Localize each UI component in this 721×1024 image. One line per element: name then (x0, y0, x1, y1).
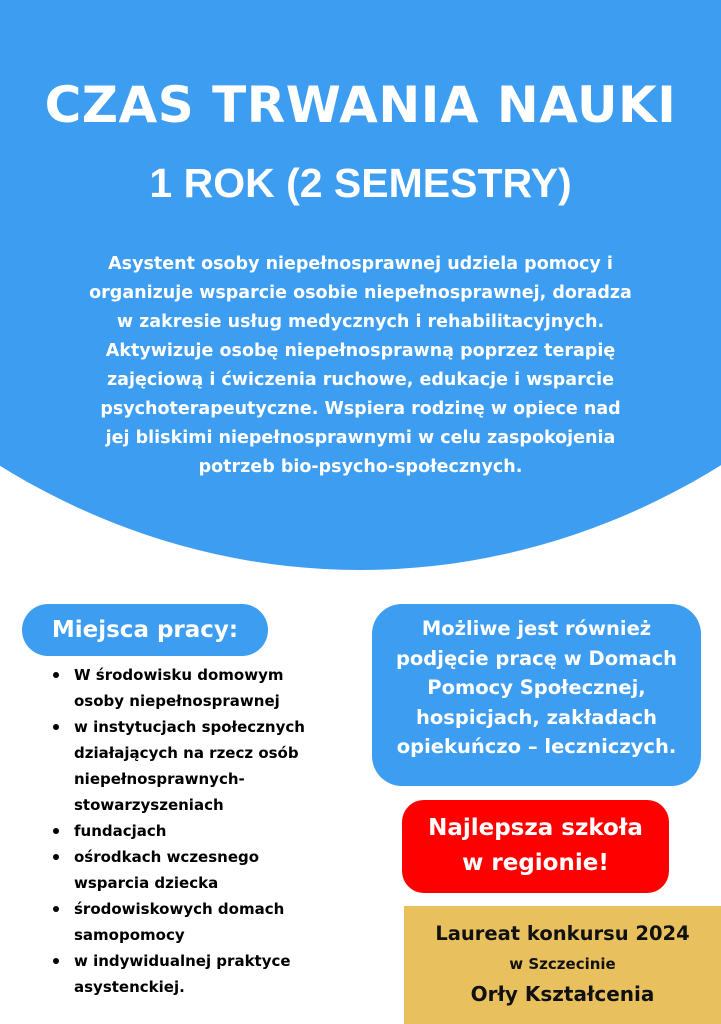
list-item-line: działających na rzecz osób (74, 744, 299, 762)
description-line: psychoterapeutyczne. Wspiera rodzinę w opiece nad (100, 399, 621, 419)
list-item-line: W środowisku domowym (74, 666, 284, 684)
description-line: Aktywizuje osobę niepełnosprawną poprzez terapię (105, 341, 616, 361)
list-item (50, 948, 350, 1000)
description-line: organizuje wsparcie osobie niepełnosprawnej, doradza (89, 283, 632, 303)
list-item-line: asystenckiej. (74, 978, 185, 996)
list-item-line: osoby niepełnosprawnej (74, 692, 280, 710)
laureate-city: w Szczecinie (509, 955, 616, 973)
description-line: zajęciową i ćwiczenia ruchowe, edukacje i wsparcie (107, 370, 614, 390)
also-possible-line: podjęcie pracę w Domach (395, 646, 678, 670)
list-item-line: w indywidualnej praktyce (74, 952, 291, 970)
list-item-line: wsparcia dziecka (74, 874, 219, 892)
duration-subtitle: 1 ROK (2 SEMESTRY) (149, 160, 572, 206)
list-item-line: niepełnosprawnych- (74, 770, 245, 788)
list-item-line: stowarzyszeniach (74, 796, 224, 814)
list-item-line: w instytucjach społecznych (74, 718, 305, 736)
list-item-line: środowiskowych domach (74, 900, 285, 918)
laureate-box (404, 906, 721, 1024)
best-school-line: w regionie! (462, 850, 609, 876)
description-line: jej bliskimi niepełnosprawnymi w celu zaspokojenia (105, 428, 616, 448)
best-school-badge (402, 800, 669, 893)
list-item (50, 818, 350, 844)
also-possible-box (372, 604, 701, 786)
job-description (40, 250, 681, 482)
also-possible-line: hospicjach, zakładach (416, 705, 657, 729)
list-item-line: fundacjach (74, 822, 167, 840)
list-item (50, 896, 350, 948)
list-item (50, 662, 350, 714)
list-item (50, 714, 350, 818)
best-school-line: Najlepsza szkoła (428, 815, 643, 841)
description-line: w zakresie usług medycznych i rehabilitacyjnych. (116, 312, 605, 332)
description-line: Asystent osoby niepełnosprawnej udziela pomocy i (108, 254, 613, 274)
workplaces-heading: Miejsca pracy: (22, 604, 268, 656)
also-possible-line: Możliwe jest również (421, 617, 652, 640)
laureate-award: Orły Kształcenia (470, 982, 655, 1006)
list-item-line: samopomocy (74, 926, 185, 944)
list-item (50, 844, 350, 896)
list-item-line: ośrodkach wczesnego (74, 848, 260, 866)
workplaces-list (50, 662, 350, 1000)
also-possible-line: opiekuńczo – leczniczych. (396, 735, 677, 758)
also-possible-line: Pomocy Społecznej, (427, 676, 646, 699)
laureate-title: Laureat konkursu 2024 (435, 922, 690, 945)
page-title: CZAS TRWANIA NAUKI (44, 76, 677, 134)
description-line: potrzeb bio-psycho-społecznych. (198, 457, 523, 477)
